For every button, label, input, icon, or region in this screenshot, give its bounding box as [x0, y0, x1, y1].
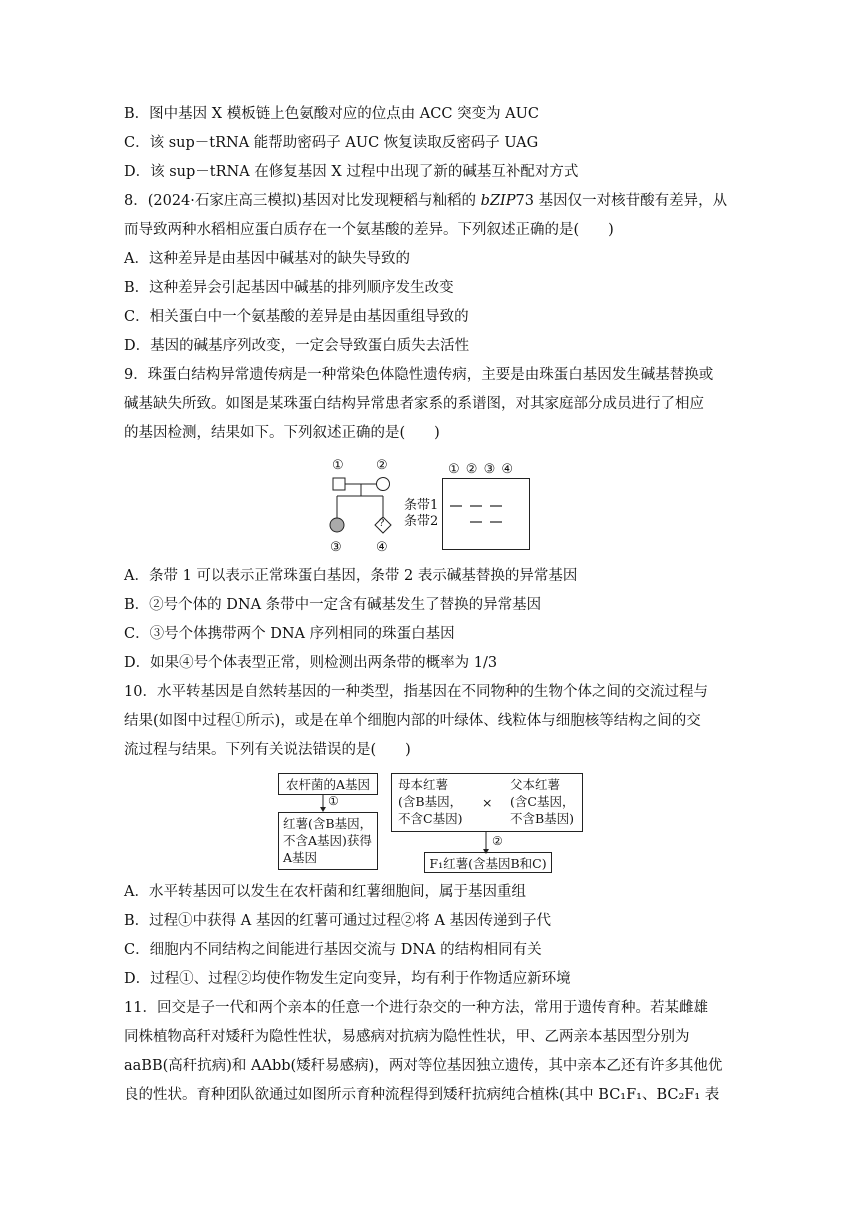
- pedigree-mother-circle: [377, 478, 390, 491]
- mother-line2: (含B基因，: [398, 794, 463, 809]
- gel-lane-header: ① ② ③ ④: [448, 462, 515, 477]
- q7-option-d: D．该 sup－tRNA 在修复基因 X 过程中出现了新的碱基互补配对方式: [124, 164, 579, 180]
- q11-stem-line1: 11．回交是子一代和两个亲本的任意一个进行杂交的一种方法，常用于遗传育种。若某雌雄: [124, 1000, 708, 1016]
- q9-stem-line1: 9．珠蛋白结构异常遗传病是一种常染色体隐性遗传病，主要是由珠蛋白基因发生碱基替换或: [124, 367, 714, 383]
- step1-label: ①: [328, 794, 339, 808]
- pedigree-label-2: ②: [376, 458, 388, 473]
- pedigree-label-4: ④: [376, 540, 388, 555]
- q7-option-b: B．图中基因 X 模板链上色氨酸对应的位点由 ACC 突变为 AUC: [124, 106, 539, 122]
- q9-stem-line3: 的基因检测，结果如下。下列叙述正确的是( ): [124, 425, 440, 441]
- q8-stem-pre: 8．(2024·石家庄高三模拟)基因对比发现粳稻与籼稻的: [124, 193, 481, 209]
- mother-parent: [398, 776, 462, 827]
- q9-option-a: A．条带 1 可以表示正常珠蛋白基因，条带 2 表示碱基替换的异常基因: [124, 568, 578, 584]
- pedigree-label-1: ①: [332, 458, 344, 473]
- q9-option-d: D．如果④号个体表型正常，则检测出两条带的概率为 1/3: [124, 655, 498, 671]
- q10-stem-line3: 流过程与结果。下列有关说法错误的是( ): [124, 742, 411, 758]
- q11-stem-line2: 同株植物高秆对矮秆为隐性性状，易感病对抗病为隐性性状，甲、乙两亲本基因型分别为: [124, 1029, 690, 1045]
- parents-box: [391, 773, 583, 832]
- pedigree-father-square: [333, 478, 345, 490]
- q9-option-b: B．②号个体的 DNA 条带中一定含有碱基发生了替换的异常基因: [124, 597, 542, 613]
- horizontal-transfer-figure: [278, 772, 584, 874]
- mother-line3: 不含C基因): [398, 811, 463, 826]
- q10-option-d: D．过程①、过程②均使作物发生定向变异，均有利于作物适应新环境: [124, 971, 571, 987]
- pedigree-question-mark: ?: [379, 518, 385, 529]
- gel-band1-label: 条带1: [404, 498, 439, 513]
- gel-figure: [404, 460, 534, 552]
- q7-option-c: C．该 sup－tRNA 能帮助密码子 AUC 恢复读取反密码子 UAG: [124, 135, 539, 151]
- q8-stem-post: 73 基因仅一对核苷酸有差异，从: [515, 193, 728, 209]
- q10-option-a: A．水平转基因可以发生在农杆菌和红薯细胞间，属于基因重组: [124, 884, 526, 900]
- agro-gene-box: 农杆菌的A基因: [278, 773, 378, 795]
- father-line2: (含C基因，: [510, 794, 575, 809]
- pedigree-figure: [325, 458, 415, 558]
- q11-stem-line4: 良的性状。育种团队欲通过如图所示育种流程得到矮秆抗病纯合植株(其中 BC₁F₁、BC₂F₁ 表: [124, 1087, 720, 1103]
- q10-option-b: B．过程①中获得 A 基因的红薯可通过过程②将 A 基因传递到子代: [124, 913, 552, 929]
- gel-bands: [404, 460, 534, 552]
- q8-option-c: C．相关蛋白中一个氨基酸的差异是由基因重组导致的: [124, 309, 469, 325]
- q8-option-d: D．基因的碱基序列改变，一定会导致蛋白质失去活性: [124, 338, 470, 354]
- q10-option-c: C．细胞内不同结构之间能进行基因交流与 DNA 的结构相同有关: [124, 942, 542, 958]
- sweet-potato-line3: A基因: [283, 850, 318, 865]
- q8-option-b: B．这种差异会引起基因中碱基的排列顺序发生改变: [124, 280, 454, 296]
- mother-line1: 母本红薯: [398, 777, 449, 792]
- q9-stem-line2: 碱基缺失所致。如图是某珠蛋白结构异常患者家系的系谱图，对其家庭部分成员进行了相应: [124, 396, 704, 412]
- q9-option-c: C．③号个体携带两个 DNA 序列相同的珠蛋白基因: [124, 626, 455, 642]
- q8-stem-line2: 而导致两种水稻相应蛋白质存在一个氨基酸的差异。下列叙述正确的是( ): [124, 222, 614, 238]
- f1-box: F₁红薯(含基因B和C): [424, 852, 552, 873]
- q11-stem-line3: aaBB(高秆抗病)和 AAbb(矮秆易感病)，两对等位基因独立遗传，其中亲本乙还有许多其他优: [124, 1058, 723, 1074]
- sweet-potato-line1: 红薯(含B基因，: [283, 816, 373, 831]
- q10-stem-line2: 结果(如图中过程①所示)，或是在单个细胞内部的叶绿体、线粒体与细胞核等结构之间的交: [124, 713, 701, 729]
- pedigree-affected-daughter: [330, 518, 344, 532]
- pedigree-label-3: ③: [330, 540, 342, 555]
- cross-symbol: ×: [482, 795, 493, 810]
- q8-option-a: A．这种差异是由基因中碱基对的缺失导致的: [124, 251, 410, 267]
- gel-band2-label: 条带2: [404, 514, 439, 529]
- sweet-potato-box: [278, 812, 378, 870]
- father-line1: 父本红薯: [510, 777, 561, 792]
- step2-label: ②: [492, 834, 503, 848]
- q8-gene-name: bZIP: [480, 193, 516, 209]
- father-line3: 不含B基因): [510, 811, 575, 826]
- sweet-potato-line2: 不含A基因)获得: [283, 833, 372, 848]
- q10-stem-line1: 10．水平转基因是自然转基因的一种类型，指基因在不同物种的生物个体之间的交流过程与: [124, 684, 708, 700]
- father-parent: [510, 776, 574, 827]
- q8-stem-line1: [124, 191, 727, 211]
